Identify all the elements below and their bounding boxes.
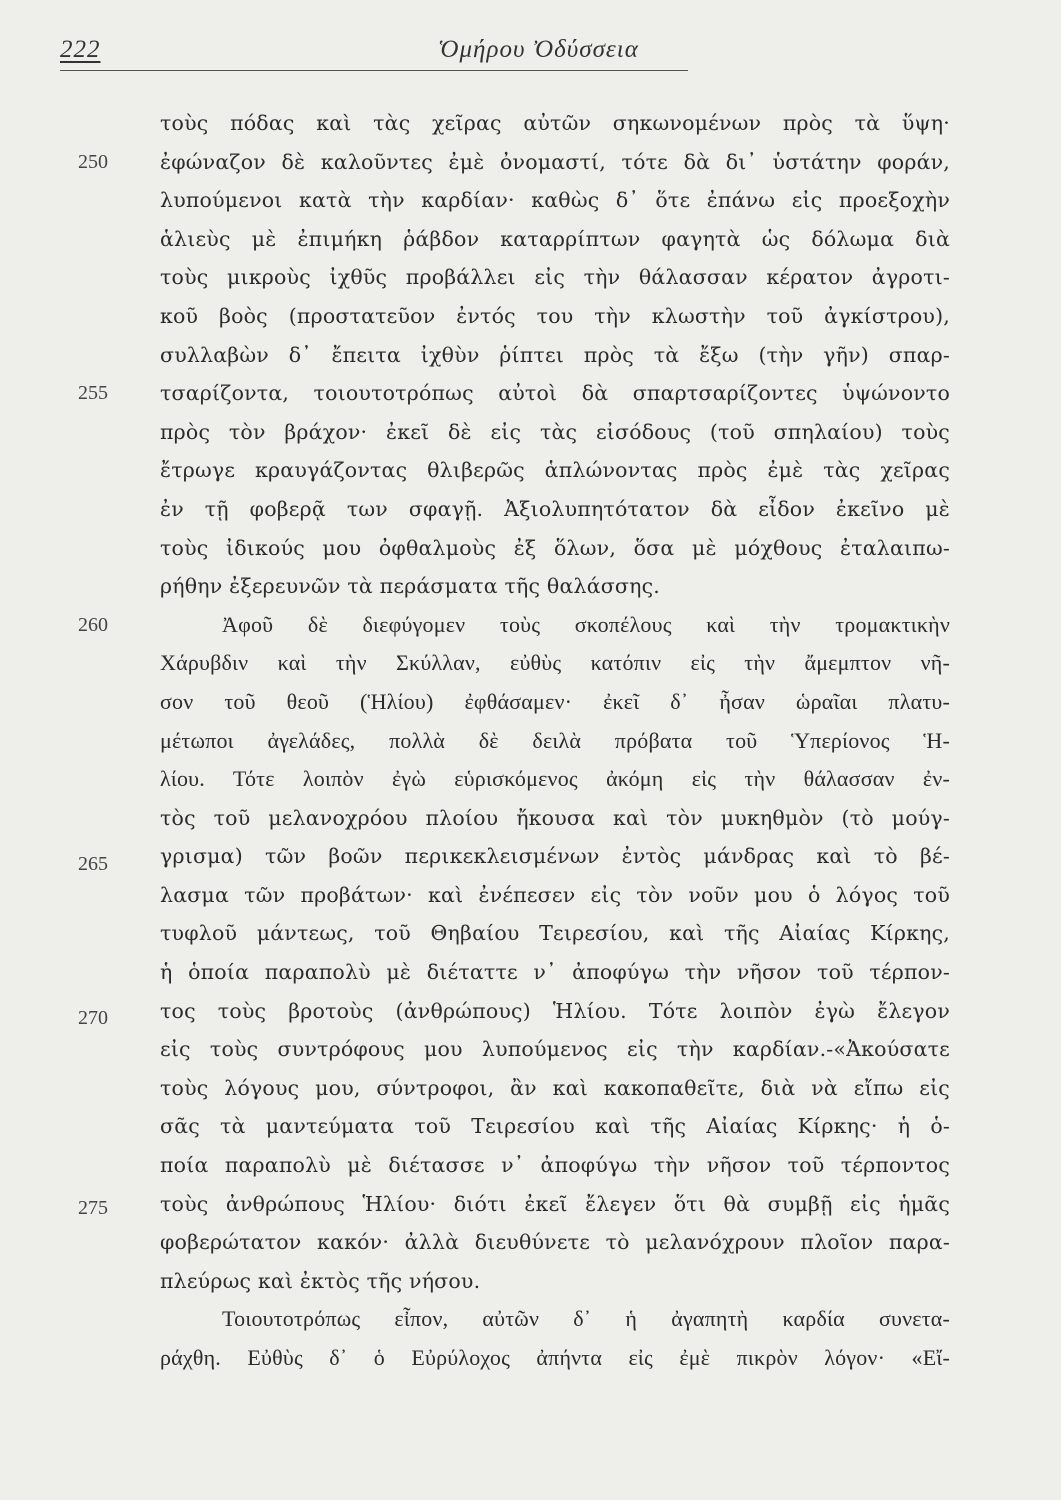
text-line: λυπούμενοι κατὰ τὴν καρδίαν· καθὼς δ᾽ ὅτε ἐπάνω εἰς προεξοχὴν [160,188,950,213]
text-line: γρισμα) τῶν βοῶν περικεκλεισμένων ἐντὸς μάνδρας καὶ τὸ βέ- [160,844,950,869]
text-line: φοβερώτατον κακόν· ἀλλὰ διευθύνετε τὸ μελανόχρουν πλοῖον παρα- [160,1230,950,1255]
text-line: τοὺς ἀνθρώπους Ἡλίου· διότι ἐκεῖ ἔλεγεν ὅτι θὰ συμβῇ εἰς ἡμᾶς [160,1191,950,1216]
body-text [160,104,950,1378]
line-number: 255 [78,382,108,405]
text-line: ἐφώναζον δὲ καλοῦντες ἐμὲ ὀνομαστί, τότε δὰ δι᾽ ὑστάτην φοράν, [160,149,950,174]
text-line: μέτωποι ἀγελάδες, πολλὰ δὲ δειλὰ πρόβατα τοῦ Ὑπερίονος Ἡ- [160,727,950,753]
text-line: σᾶς τὰ μαντεύματα τοῦ Τειρεσίου καὶ τῆς Αἰαίας Κίρκης· ἡ ὁ- [160,1114,950,1139]
page-header [60,36,960,76]
text-line: τοὺς λόγους μου, σύντροφοι, ἂν καὶ κακοπαθεῖτε, διὰ νὰ εἴπω εἰς [160,1075,950,1100]
text-line: ἐν τῇ φοβερᾷ των σφαγῇ. Ἀξιολυπητότατον δὰ εἶδον ἐκεῖνο μὲ [160,496,950,521]
text-line: ποία παραπολὺ μὲ διέτασσε ν᾽ ἀποφύγω τὴν νῆσον τοῦ τέρποντος [160,1153,950,1178]
line-number: 270 [78,1007,108,1029]
text-line: εἰς τοὺς συντρόφους μου λυπούμενος εἰς τὴν καρδίαν.-«Ἀκούσατε [160,1037,950,1062]
text-line: τυφλοῦ μάντεως, τοῦ Θηβαίου Τειρεσίου, καὶ τῆς Αἰαίας Κίρκης, [160,921,950,946]
text-line: πρὸς τὸν βράχον· ἐκεῖ δὲ εἰς τὰς εἰσόδους (τοῦ σπηλαίου) τοὺς [160,419,950,444]
header-rule [60,70,688,71]
text-line: Χάρυβδιν καὶ τὴν Σκύλλαν, εὐθὺς κατόπιν εἰς τὴν ἄμεμπτον νῆ- [160,650,950,676]
text-line: ρήθην ἐξερευνῶν τὰ περάσματα τῆς θαλάσσης. [160,574,660,599]
text-line: τοὺς μικροὺς ἰχθῦς προβάλλει εἰς τὴν θάλασσαν κέρατον ἀγροτι- [160,265,950,290]
text-line: ἡ ὁποία παραπολὺ μὲ διέταττε ν᾽ ἀποφύγω τὴν νῆσον τοῦ τέρπον- [160,960,950,985]
text-line: Ἀφοῦ δὲ διεφύγομεν τοὺς σκοπέλους καὶ τὴν τρομακτικὴν [222,611,950,637]
page-number: 222 [60,36,101,63]
line-number: 265 [78,853,108,875]
text-line: λίου. Τότε λοιπὸν ἐγὼ εὑρισκόμενος ἀκόμη εἰς τὴν θάλασσαν ἐν- [160,766,950,792]
text-line: ἔτρωγε κραυγάζοντας θλιβερῶς ἁπλώνοντας πρὸς ἐμὲ τὰς χεῖρας [160,458,950,483]
text-line: συλλαβὼν δ᾽ ἔπειτα ἰχθὺν ῥίπτει πρὸς τὰ ἔξω (τὴν γῆν) σπαρ- [160,342,950,367]
text-line: τὸς τοῦ μελανοχρόου πλοίου ἤκουσα καὶ τὸν μυκηθμὸν (τὸ μούγ- [160,805,950,830]
line-number: 250 [78,150,108,173]
text-line: ράχθη. Εὐθὺς δ᾽ ὁ Εὐρύλοχος ἀπήντα εἰς ἐμὲ πικρὸν λόγον· «Εἴ- [160,1345,950,1370]
text-line: πλεύρως καὶ ἐκτὸς τῆς νήσου. [160,1268,481,1293]
text-line: τσαρίζοντα, τοιουτοτρόπως αὐτοὶ δὰ σπαρτσαρίζοντες ὑψώνοντο [160,381,950,406]
running-title: Ὁμήρου Ὀδύσσεια [438,36,639,63]
text-line: ἁλιεὺς μὲ ἐπιμήκη ῥάβδον καταρρίπτων φαγητὰ ὡς δόλωμα διὰ [160,226,950,251]
text-line: κοῦ βοὸς (προστατεῦον ἐντός του τὴν κλωστὴν τοῦ ἀγκίστρου), [160,303,950,328]
text-line: Τοιουτοτρόπως εἶπον, αὐτῶν δ᾽ ἡ ἀγαπητὴ καρδία συνετα- [222,1306,950,1332]
line-number: 275 [78,1197,108,1219]
text-line: τοὺς πόδας καὶ τὰς χεῖρας αὐτῶν σηκωνομένων πρὸς τὰ ὕψη· [160,111,950,135]
line-number: 260 [78,613,108,636]
text-line: τος τοὺς βροτοὺς (ἀνθρώπους) Ἡλίου. Τότε λοιπὸν ἐγὼ ἔλεγον [160,998,950,1023]
text-line: λασμα τῶν προβάτων· καὶ ἐνέπεσεν εἰς τὸν νοῦν μου ὁ λόγος τοῦ [160,882,950,907]
text-line: σον τοῦ θεοῦ (Ἡλίου) ἐφθάσαμεν· ἐκεῖ δ᾽ ἦσαν ὡραῖαι πλατυ- [160,688,950,714]
text-line: τοὺς ἰδικούς μου ὀφθαλμοὺς ἐξ ὅλων, ὅσα μὲ μόχθους ἐταλαιπω- [160,535,950,560]
